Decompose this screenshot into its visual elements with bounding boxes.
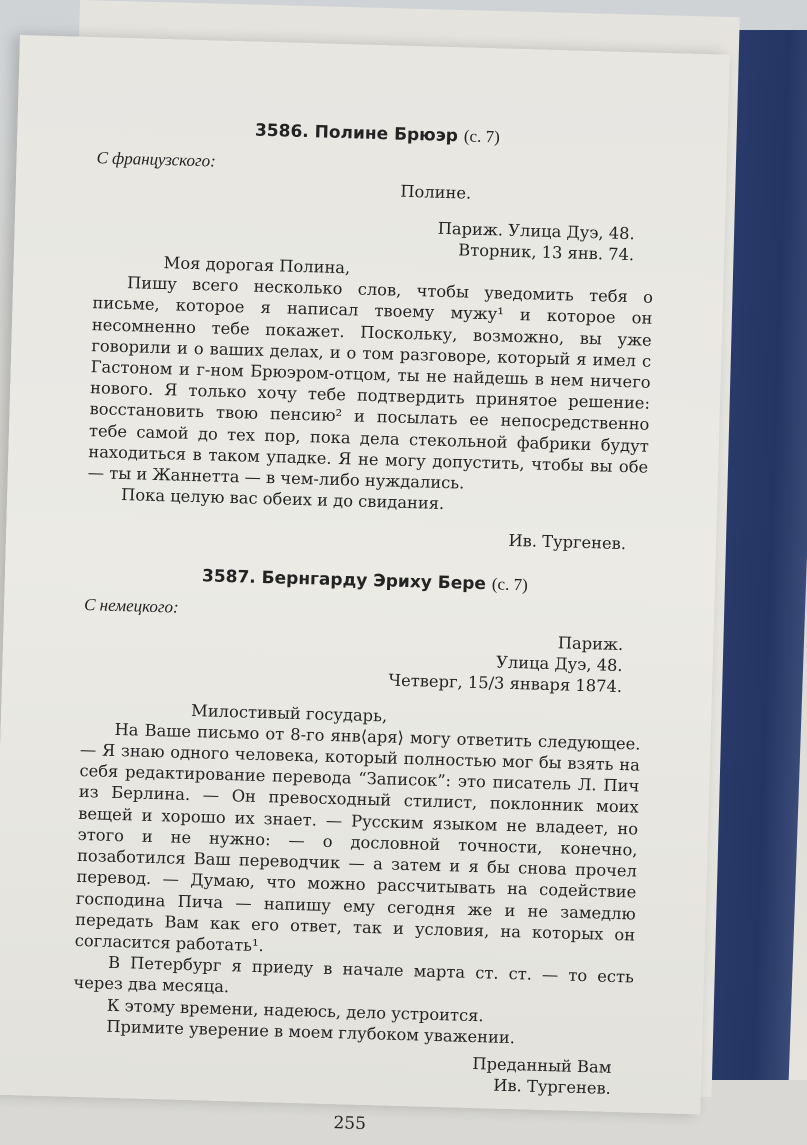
letter-3587-greeting: Милостивый государь,: [190, 700, 388, 726]
letter-3586-addressee: Полине.: [400, 182, 472, 204]
letter-3587-paragraph-1: На Ваше письмо от 8-го янв⟨аря⟩ могу ответить следующее. — Я знаю одного человека, который полностью мог бы взять на себя редактирование перевода “Записок”: это писатель Л. Пич из Берлина. — Он превосходный стилист, поклонник моих вещей и хорошо их знает. — Русским языком не владеет, но этого и не нужно: — о дословной точности, конечно, позаботился Ваш переводчик — а затем и я бы снова прочел перевод. — Думаю, что можно рассчитывать на содействие господина Пича — напишу ему сегодня же и не замедлю передать Вам как его ответ, так и условия, на которых он согласится работать¹.: [74, 719, 641, 956]
letter-3586-heading: [97, 115, 657, 153]
letter-3587-paragraph-2: В Петербург я приеду в начале марта ст. ст. — то есть через два месяца.: [73, 952, 635, 997]
letter-3587-paragraph-3: К этому времени, надеюсь, дело устроится.: [106, 995, 484, 1025]
page-number: 255: [333, 1113, 367, 1135]
letter-3587-place-line2: Улица Дуэ, 48.: [495, 652, 623, 676]
letter-3586-signature: Ив. Тургенев.: [508, 531, 627, 554]
letter-3586-ref: (с. 7): [463, 126, 501, 147]
letter-3587-ref: (с. 7): [491, 574, 529, 595]
letter-3587-heading: [85, 562, 645, 600]
letter-3587-place-line1: Париж.: [557, 633, 624, 655]
letter-3587-place-line3: Четверг, 15/3 января 1874.: [388, 671, 623, 697]
letter-3587-closing: Преданный Вам: [472, 1053, 612, 1077]
letter-3586-place-line1: Париж. Улица Дуэ, 48.: [437, 218, 635, 243]
letter-3587-paragraph-4: Примите уверение в моем глубоком уважении.: [106, 1016, 516, 1047]
letter-3586-source: С французского:: [96, 148, 217, 171]
letter-3587-title: 3587. Бернгарду Эриху Бере: [201, 565, 487, 594]
letter-3587-source: С немецкого:: [83, 594, 179, 617]
letter-3586-greeting: Моя дорогая Полина,: [163, 253, 351, 278]
letter-3587-signature: Ив. Тургенев.: [493, 1075, 612, 1099]
book-page: [0, 35, 730, 1135]
letter-3586-paragraph-2: Пока целую вас обеих и до свидания.: [120, 485, 445, 514]
page-content: [70, 107, 658, 1143]
letter-3586-title: 3586. Полине Брюэр: [254, 120, 459, 147]
letter-3586-place-line2: Вторник, 13 янв. 74.: [458, 240, 635, 265]
letter-3586-paragraph-1: Пишу всего несколько слов, чтобы уведомить тебя о письме, которое я написал твоему мужу¹ и которое он несомненно тебе покажет. Поскольку, возможно, вы уже говорили и о ваших делах, и о том разговоре, который я имел с Гастоном и г-ном Брюэром-отцом, ты не найдешь в нем ничего нового. Я только хочу тебе подтвердить принятое решение: восстановить твою пенсию² и посылать ее непосредственно тебе самой до тех пор, пока дела стекольной фабрики будут находиться в таком упадке. Я не могу допустить, чтобы вы обе — ты и Жаннетта — в чем-либо нуждались.: [87, 273, 654, 493]
